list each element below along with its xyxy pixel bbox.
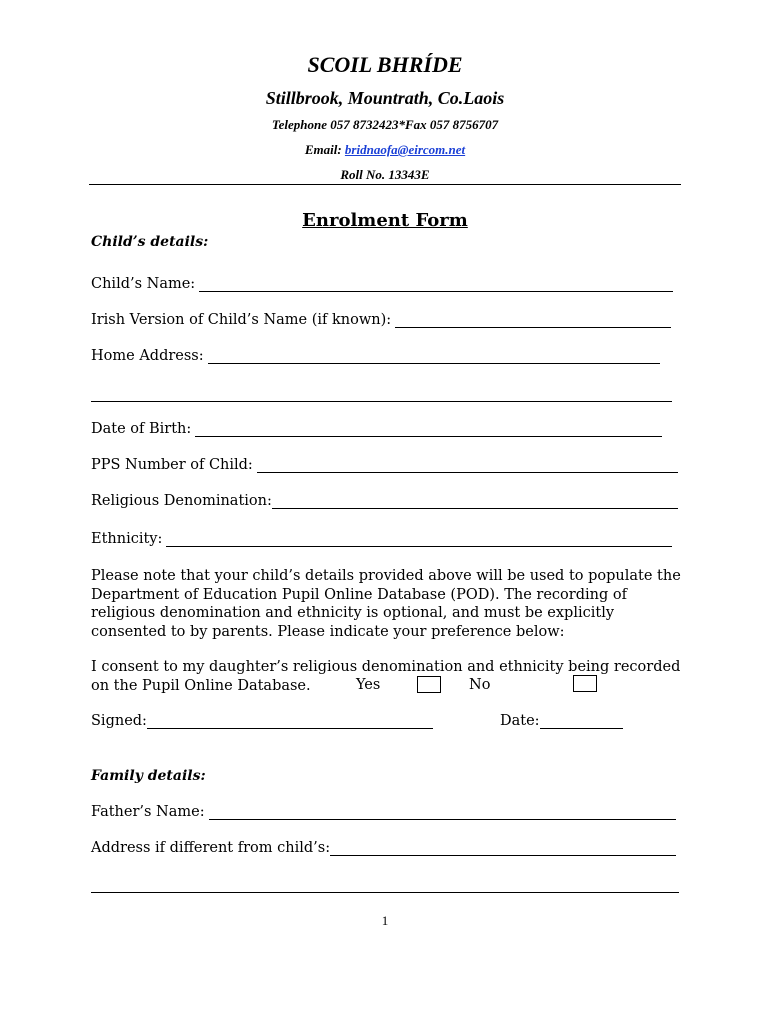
telephone-fax: Telephone 057 8732423*Fax 057 8756707 (271, 117, 499, 132)
signed-row (91, 713, 433, 729)
pod-notice-line-2: Department of Education Pupil Online Database (POD). The recording of (91, 586, 627, 603)
family-address-field-line-2[interactable] (91, 892, 679, 893)
signed-field[interactable] (147, 714, 433, 729)
home-address-label: Home Address: (91, 348, 204, 364)
consent-line-2: on the Pupil Online Database. (91, 677, 311, 694)
childs-name-field[interactable] (199, 277, 673, 292)
page-number: 1 (381, 913, 389, 928)
home-address-field-line-2[interactable] (91, 401, 672, 402)
home-address-row (91, 348, 660, 364)
dob-label: Date of Birth: (91, 421, 192, 437)
childs-name-row (91, 276, 673, 292)
school-address: Stillbrook, Mountrath, Co.Laois (265, 88, 505, 108)
consent-yes-checkbox[interactable] (417, 676, 441, 693)
consent-no-label: No (469, 677, 491, 693)
family-address-row (91, 840, 676, 856)
family-address-field[interactable] (330, 841, 676, 856)
dob-field[interactable] (195, 422, 662, 437)
pps-label: PPS Number of Child: (91, 457, 253, 473)
pod-notice-line-3: religious denomination and ethnicity is optional, and must be explicitly (91, 605, 615, 621)
fathers-name-row (91, 804, 676, 820)
form-title-wrap (0, 210, 770, 231)
childs-details-heading: Child’s details: (91, 234, 209, 250)
email-label: Email: (304, 142, 342, 157)
religion-row (91, 493, 678, 509)
consent-no-checkbox[interactable] (573, 675, 597, 692)
signed-label: Signed: (91, 713, 147, 729)
consent-text (91, 658, 691, 695)
ethnicity-label: Ethnicity: (91, 531, 163, 547)
pod-notice (91, 567, 691, 641)
consent-yes-label: Yes (356, 677, 381, 693)
date-row (500, 713, 623, 729)
religion-label: Religious Denomination: (91, 493, 272, 509)
home-address-field[interactable] (208, 349, 660, 364)
pps-field[interactable] (257, 458, 678, 473)
form-title: Enrolment Form (302, 210, 468, 231)
roll-number: Roll No. 13343E (340, 167, 430, 182)
ethnicity-row (91, 531, 672, 547)
school-name: SCOIL BHRÍDE (307, 52, 463, 77)
family-address-label: Address if different from child’s: (91, 840, 331, 856)
irish-name-field[interactable] (395, 313, 671, 328)
email-link[interactable]: bridnaofa@eircom.net (344, 142, 466, 157)
pps-row (91, 457, 678, 473)
header-divider (89, 184, 681, 185)
ethnicity-field[interactable] (166, 532, 672, 547)
email-line (0, 142, 770, 158)
consent-line-1: I consent to my daughter’s religious denomination and ethnicity being recorded (91, 659, 681, 675)
pod-notice-line-1: Please note that your child’s details provided above will be used to populate the (91, 568, 681, 584)
date-field[interactable] (540, 714, 623, 729)
family-details-heading: Family details: (91, 768, 206, 784)
irish-name-label: Irish Version of Child’s Name (if known): (91, 312, 392, 328)
pod-notice-line-4: consented to by parents. Please indicate your preference below: (91, 623, 565, 640)
dob-row (91, 421, 662, 437)
fathers-name-label: Father’s Name: (91, 804, 205, 820)
date-label: Date: (500, 713, 540, 729)
fathers-name-field[interactable] (209, 805, 676, 820)
religion-field[interactable] (272, 494, 678, 509)
childs-name-label: Child’s Name: (91, 276, 196, 292)
irish-name-row (91, 312, 671, 328)
